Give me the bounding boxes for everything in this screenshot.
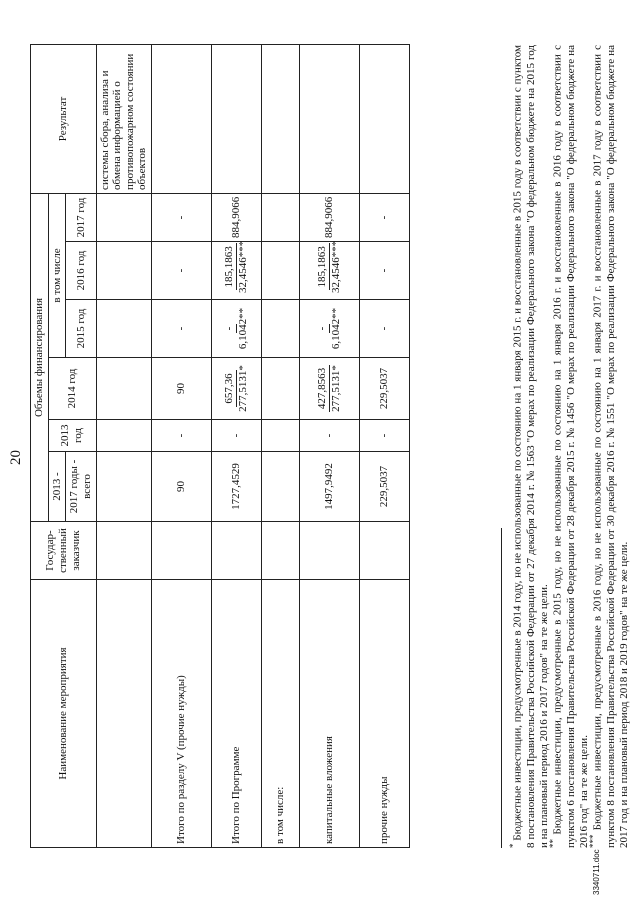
fraction-2016: 185,1863 32,4546*** (316, 240, 343, 293)
row-name: капитальные вложения (300, 580, 360, 848)
fraction-2015: - 6,1042** (316, 307, 343, 350)
header-year-2016: 2016 год (66, 242, 96, 300)
footnote-rule (501, 528, 502, 848)
table-row: Итого по Программе 1727,4529 - 657,36 277,5131* - 6,1042** 185,1863 32,4546*** 884,9066 (212, 44, 262, 847)
row-name: Итого по разделу V (прочие нужды) (152, 580, 212, 848)
row-total: 90 (152, 452, 212, 522)
header-result: Результат (31, 44, 97, 193)
table-row: капитальные вложения 1497,9492 - 427,8563 277,5131* - 6,1042** 185,1863 32,4546*** 884,9066 (300, 44, 360, 847)
header-volumes: Объемы финансирования (31, 193, 49, 521)
header-including: в том числе (48, 193, 66, 357)
page-number: 20 (8, 450, 24, 465)
table-row: прочие нужды 229,5037 - 229,5037 - - - (360, 44, 410, 847)
row-total: 1497,9492 (300, 452, 360, 522)
row-total: 229,5037 (360, 452, 410, 522)
row-total: 1727,4529 (212, 452, 262, 522)
footnote: ** Бюджетные инвестиции, предусмотренные в 2015 году, но не использованные по состоянию на 1 января 2016 г. и восстановленные в 2016 году в соответствии с пунктом 6 постановления Правительства Российской Федерации от 28 декабря 2015 г. № 1456 "О мерах по реализации Федерального закона "О федеральном бюджете на 2016 год" на те же цели. (548, 44, 591, 848)
header-year-2013: 2013 год (48, 420, 96, 452)
row-name: прочие нужды (360, 580, 410, 848)
doc-id: 3340711.doc (592, 849, 601, 895)
header-range-bottom: 2017 годы - всего (66, 452, 96, 522)
header-name: Наименование мероприятия (31, 580, 97, 848)
footnote: *** Бюджетные инвестиции, предусмотренные в 2016 году, но не использованные по состоянию на 1 января 2017 г. и восстановленные в 2017 году в соответствии с пунктом 8 постановления Правительства Российской Федерации от 30 декабря 2016 г. № 1551 "О мерах по реализации Федерального закона "О федеральном бюджете на 2017 год и на плановый период 2018 и 2019 годов" на те же цели. (588, 44, 631, 848)
header-customer: Государ-ственный заказчик (31, 522, 97, 580)
table-row: Итого по разделу V (прочие нужды) 90 - 90 - - - (152, 44, 212, 847)
fraction-2014: 657,36 277,5131* (223, 365, 250, 412)
continuation-result: системы сбора, анализа и обмена информацией о противопожарном состоянии объектов (96, 44, 152, 193)
table-row (262, 44, 300, 847)
row-name: Итого по Программе (212, 580, 262, 848)
footnote: * Бюджетные инвестиции, предусмотренные в 2014 году, но не использованные по состоянию на 1 января 2015 г. и восстановленные в 2015 году в соответствии с пунктом 8 постановления Правительства Российской Федерации от 27 декабря 2014 г. № 1563 "О мерах по реализации Федерального закона "О федеральном бюджете на 2015 год и на плановый период 2016 и 2017 годов" на те же цели. (508, 45, 551, 848)
fraction-2016: 185,1863 32,4546*** (223, 240, 250, 293)
row-name: в том числе: (262, 580, 300, 848)
header-year-2014: 2014 год (48, 358, 96, 420)
header-range-top: 2013 - (48, 452, 66, 522)
fraction-2014: 427,8563 277,5131* (316, 365, 343, 412)
header-year-2017: 2017 год (66, 193, 96, 241)
fraction-2015: - 6,1042** (223, 307, 250, 350)
financing-table (30, 44, 410, 848)
header-year-2015: 2015 год (66, 300, 96, 358)
